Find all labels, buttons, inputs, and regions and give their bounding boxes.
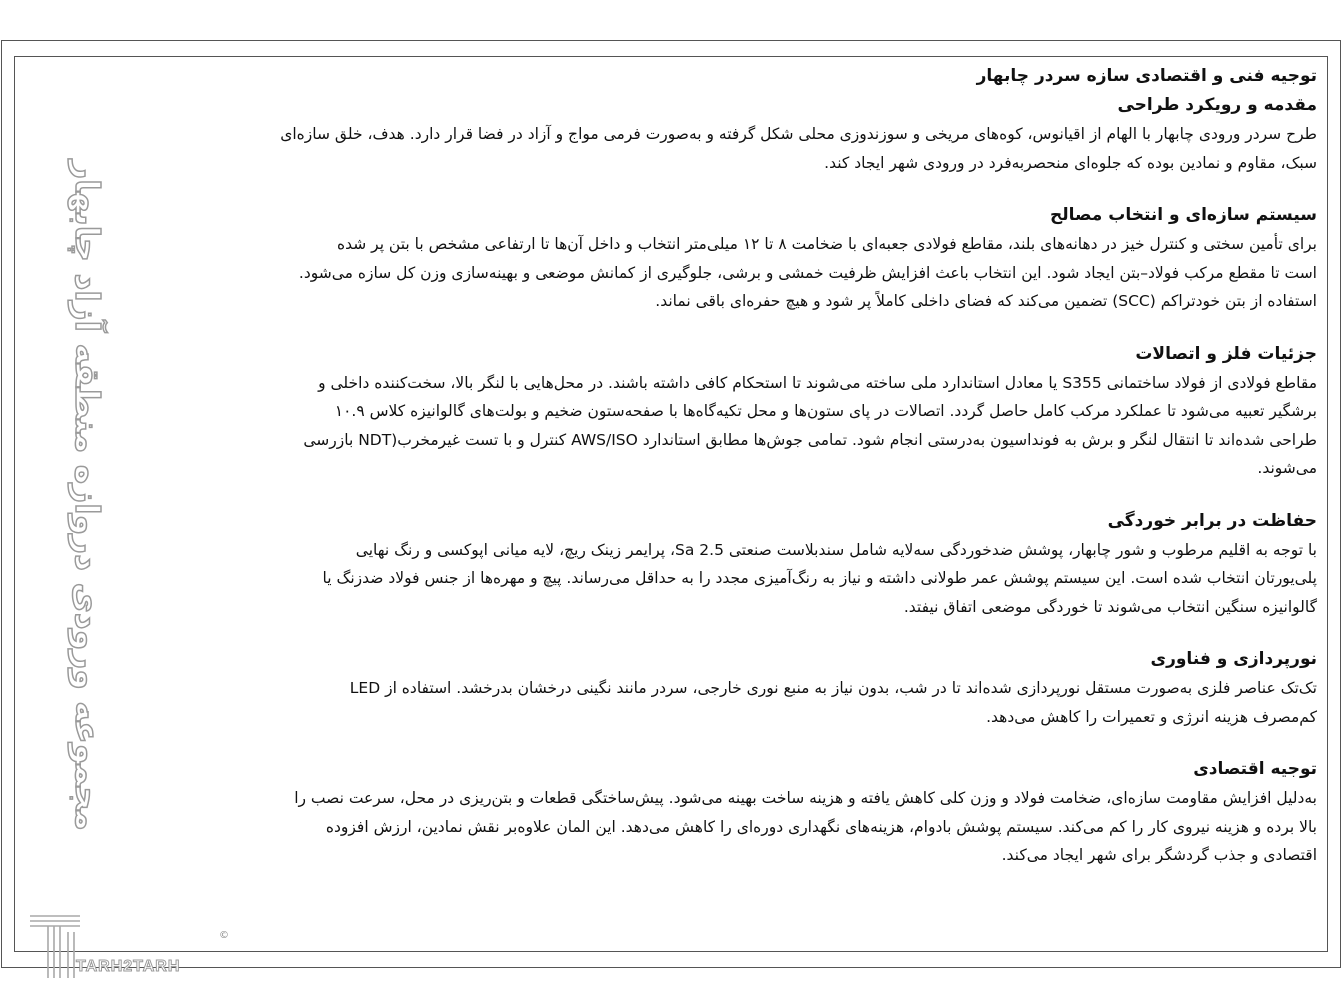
- paragraph-line: تک‌تک عناصر فلزی به‌صورت مستقل نورپردازی شده‌اند تا در شب، بدون نیاز به منبع نوری خارجی، سردر مانند نگینی درخشان بدرخشد. استفاده از LED: [349, 679, 1317, 697]
- document-body: [155, 62, 1317, 870]
- section: [155, 507, 1317, 622]
- paragraph-line: طراحی شده‌اند تا انتقال لنگر و برش به فونداسیون به‌درستی انجام شود. تمامی جوش‌ها مطابق استاندارد AWS/ISO کنترل و با تست غیرمخرب(NDT بازرسی: [303, 430, 1317, 449]
- paragraph-line: اقتصادی و جذب گردشگر برای شهر ایجاد می‌کند.: [1001, 846, 1317, 864]
- paragraph-line: کم‌مصرف هزینه انرژی و تعمیرات را کاهش می‌دهد.: [986, 707, 1317, 726]
- paragraph-line: است تا مقطع مرکب فولاد–بتن ایجاد شود. این انتخاب باعث افزایش ظرفیت خمشی و برشی، جلوگیری از کمانش موضعی و بهینه‌سازی وزن کل سازه می‌شود.: [298, 263, 1317, 282]
- side-title-text: مجموعه ورودی دروازه منطقه آزاد چابهار: [67, 159, 107, 831]
- paragraph-line: با توجه به اقلیم مرطوب و شور چابهار، پوشش ضدخوردگی سه‌لایه شامل سندبلاست صنعتی Sa 2.5، پرایمر زینک ریچ، لایه میانی اپوکسی و رنگ نهایی: [355, 540, 1317, 559]
- section-title: توجیه اقتصادی: [1193, 759, 1317, 779]
- logo-wordmark: TARH2TARH: [76, 958, 181, 975]
- paragraph-line: می‌شوند.: [1257, 459, 1317, 477]
- paragraph-line: مقاطع فولادی از فولاد ساختمانی S355 یا معادل استاندارد ملی ساخته می‌شوند تا استحکام کافی داشته باشند. در محل‌هایی با لنگر بالا، سخت‌کننده داخلی و: [318, 373, 1317, 392]
- paragraph-line: گالوانیزه سنگین انتخاب می‌شوند تا خوردگی موضعی اتفاق نیفتد.: [903, 597, 1317, 616]
- paragraph-line: بالا برده و هزینه نیروی کار را کم می‌کند. سیستم پوشش بادوام، هزینه‌های نگهداری دوره‌ای را کاهش می‌دهد. این المان علاوه‌بر نقش نمادین، ارزش افزوده: [325, 817, 1317, 836]
- section-title: حفاظت در برابر خوردگی: [1107, 510, 1317, 531]
- paragraph-line: برشگیر تعبیه می‌شود تا عملکرد مرکب کامل حاصل گردد. اتصالات در پای ستون‌ها و محل تکیه‌گاه‌ها با صفحه‌ستون ضخیم و بولت‌های گالوانیزه کلاس ۱۰.۹: [334, 402, 1317, 420]
- section: [155, 755, 1317, 870]
- sections-container: [155, 91, 1317, 870]
- section: [155, 645, 1317, 731]
- section-title: نورپردازی و فناوری: [1150, 649, 1317, 669]
- paragraph-line: استفاده از بتن خودتراکم (SCC) تضمین می‌کند که فضای داخلی کاملاً پر شود و هیچ حفره‌ای باقی نماند.: [655, 292, 1317, 310]
- paragraph-line: به‌دلیل افزایش مقاومت سازه‌ای، ضخامت فولاد و وزن کلی کاهش یافته و هزینه ساخت بهینه می‌شود. پیش‌ساختگی قطعات و بتن‌ریزی در محل، سرعت نصب را: [294, 789, 1317, 807]
- paragraph-line: طرح سردر ورودی چابهار با الهام از اقیانوس، کوه‌های مریخی و سوزندوزی محلی شکل گرفته و به‌صورت فرمی مواج و آزاد در فضا قرار دارد. هدف، خلق سازه‌ای: [280, 125, 1317, 143]
- section: [155, 201, 1317, 316]
- section: [155, 340, 1317, 483]
- registered-mark: ©: [219, 930, 229, 941]
- side-title-vertical: [68, 80, 106, 910]
- section-title: جزئیات فلز و اتصالات: [1135, 343, 1317, 364]
- document-title: توجیه فنی و اقتصادی سازه سردر چابهار: [976, 66, 1317, 86]
- section-title: مقدمه و رویکرد طراحی: [1117, 95, 1317, 115]
- paragraph-line: سبک، مقاوم و نمادین بوده که جلوه‌ای منحصربه‌فرد در ورودی شهر ایجاد کند.: [824, 153, 1317, 172]
- section-title: سیستم سازه‌ای و انتخاب مصالح: [1050, 205, 1317, 225]
- section: [155, 91, 1317, 177]
- paragraph-line: برای تأمین سختی و کنترل خیز در دهانه‌های بلند، مقاطع فولادی جعبه‌ای با ضخامت ۸ تا ۱۲ میلی‌متر انتخاب و داخل آن‌ها تا ارتفاعی مشخص با بتن پر شده: [336, 235, 1317, 253]
- paragraph-line: پلی‌یورتان انتخاب شده است. این سیستم پوشش عمر طولانی داشته و نیاز به رنگ‌آمیزی مجدد را به حداقل می‌رساند. پیچ و مهره‌ها از جنس فولاد ضدزنگ یا: [322, 569, 1317, 587]
